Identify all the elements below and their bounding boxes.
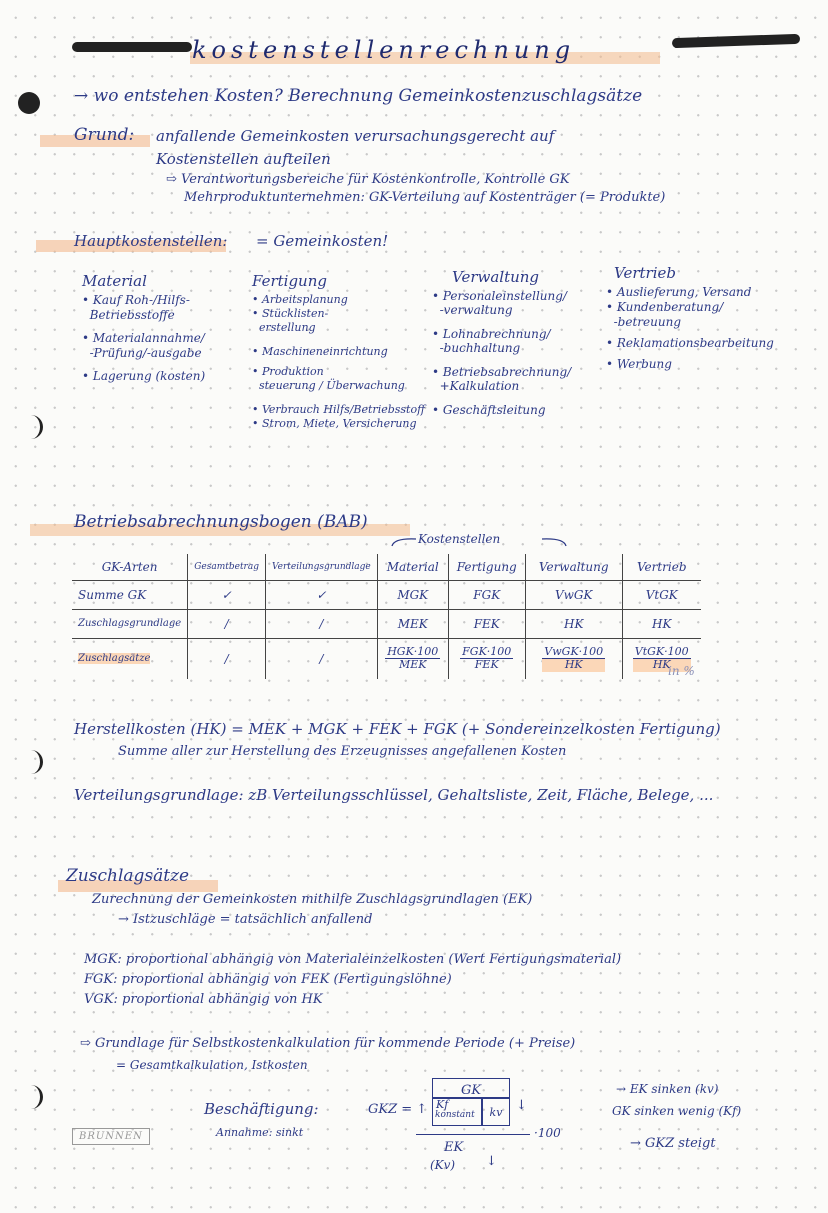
kf-box xyxy=(432,1098,482,1126)
column-item: • Maschineneinrichtung xyxy=(252,345,388,358)
frac-num: FGK·100 xyxy=(462,644,512,658)
zuschlag-vgk: VGK: proportional abhängig von HK xyxy=(84,992,323,1007)
besch-gkz: GKZ = ↑ xyxy=(368,1102,428,1117)
verteilungsgrundlage: Verteilungsgrundlage: zB Verteilungsschlüssel, Gehaltsliste, Zeit, Fläche, Belege, ... xyxy=(74,786,714,804)
column-item: • Auslieferung, Versand xyxy=(606,285,752,299)
besch-result-2: GK sinken wenig (Kf) xyxy=(612,1104,742,1118)
bab-group-brace xyxy=(390,530,570,550)
bab-header: Vertrieb xyxy=(622,554,701,581)
bab-cell xyxy=(448,639,525,679)
column-item: • Produktion xyxy=(252,365,324,378)
herstell-line-1: Herstellkosten (HK) = MEK + MGK + FEK + FGK (+ Sondereinzelkosten Fertigung) xyxy=(74,720,721,738)
bab-table xyxy=(72,554,701,679)
bab-header: Verteilungsgrundlage xyxy=(266,554,378,581)
bab-row-saetze xyxy=(72,639,701,679)
column-title: Material xyxy=(82,272,147,290)
column-item: -verwaltung xyxy=(432,303,513,317)
ek-down-arrow: ↓ xyxy=(486,1154,497,1169)
column-item: • Stücklisten- xyxy=(252,307,329,320)
column-title: Fertigung xyxy=(252,272,327,290)
zuschlag-line-2: → Istzuschläge = tatsächlich anfallend xyxy=(118,912,373,927)
zuschlag-grundlage-2: = Gesamtkalkulation, Istkosten xyxy=(116,1058,308,1072)
column-fertigung xyxy=(252,272,425,431)
bab-cell: MGK xyxy=(377,581,448,610)
bab-header: Verwaltung xyxy=(525,554,622,581)
frac-den: MEK xyxy=(398,658,427,672)
times-100: ·100 xyxy=(534,1126,561,1140)
column-item: • Reklamationsbearbeitung xyxy=(606,336,774,350)
bab-cell xyxy=(377,639,448,679)
column-vertrieb xyxy=(606,264,774,372)
frac-num: VtGK·100 xyxy=(634,644,689,658)
bab-header: Material xyxy=(377,554,448,581)
frac-num: HGK·100 xyxy=(387,644,439,658)
frac-den: HK xyxy=(633,659,691,672)
bab-row-label-text: Zuschlagsätze xyxy=(78,653,151,665)
punch-hole xyxy=(18,92,40,114)
title-marker-right xyxy=(672,34,800,48)
punch-hole xyxy=(22,415,43,439)
page-title: kostenstellenrechnung xyxy=(192,36,576,64)
bab-cell: HK xyxy=(525,610,622,639)
grund-line-2: Kostenstellen aufteilen xyxy=(156,150,331,168)
bab-cell xyxy=(525,639,622,679)
bab-header: Gesamtbetrag xyxy=(188,554,266,581)
gk-box xyxy=(432,1078,510,1098)
column-item: • Arbeitsplanung xyxy=(252,293,348,306)
column-material xyxy=(82,272,205,384)
kv-paren: (Kv) xyxy=(430,1158,456,1172)
bab-cell: FGK xyxy=(448,581,525,610)
column-item: • Kundenberatung/ xyxy=(606,300,724,314)
intro-line: → wo entstehen Kosten? Berechnung Gemeinkostenzuschlagsätze xyxy=(74,86,643,106)
column-item: • Personaleinstellung/ xyxy=(432,289,567,303)
besch-result-1: → EK sinken (kv) xyxy=(616,1082,719,1096)
column-item: • Lohnabrechnung/ xyxy=(432,327,551,341)
column-item: -buchhaltung xyxy=(432,341,521,355)
bab-cell: VtGK xyxy=(622,581,701,610)
bab-cell: / xyxy=(266,639,378,679)
bab-cell: FEK xyxy=(448,610,525,639)
besch-label: Beschäftigung: xyxy=(204,1100,319,1118)
besch-annahme: Annahme: sinkt xyxy=(216,1126,304,1139)
bab-header: Fertigung xyxy=(448,554,525,581)
bab-cell: MEK xyxy=(377,610,448,639)
bab-cell: / xyxy=(266,610,378,639)
frac-num: VwGK·100 xyxy=(544,644,604,658)
frac-den: FEK xyxy=(474,658,499,672)
bab-cell: / xyxy=(188,639,266,679)
kv-down-arrow: ↓ xyxy=(516,1098,527,1113)
zuschlag-mgk: MGK: proportional abhängig von Materialeinzelkosten (Wert Fertigungsmaterial) xyxy=(84,952,622,967)
title-marker-left xyxy=(72,42,192,52)
column-item: • Kauf Roh-/Hilfs- xyxy=(82,293,190,307)
kv-box xyxy=(482,1098,510,1126)
bab-row-label: Summe GK xyxy=(78,588,147,602)
column-item: Betriebsstoffe xyxy=(82,308,175,322)
column-item: • Strom, Miete, Versicherung xyxy=(252,417,417,430)
column-item: -betreuung xyxy=(606,315,681,329)
bab-cell: ✓ xyxy=(188,581,266,610)
zuschlag-line-1: Zurechnung der Gemeinkosten mithilfe Zuschlagsgrundlagen (EK) xyxy=(92,892,533,907)
bab-row-grundlage xyxy=(72,610,701,639)
brunnen-stamp: BRUNNEN xyxy=(72,1128,150,1145)
column-item: • Betriebsabrechnung/ xyxy=(432,365,572,379)
column-item: steuerung / Überwachung xyxy=(252,379,405,392)
konstant-label: konstant xyxy=(435,1110,475,1120)
bab-row-label: Zuschlagsgrundlage xyxy=(78,618,182,629)
bab-cell: ✓ xyxy=(266,581,378,610)
column-item: • Materialannahme/ xyxy=(82,331,205,345)
column-title: Verwaltung xyxy=(452,268,540,286)
bab-cell: HK xyxy=(622,610,701,639)
hauptkostenstellen-label: Hauptkostenstellen: xyxy=(74,232,228,250)
ek-label: EK xyxy=(444,1140,464,1155)
column-item: erstellung xyxy=(252,321,316,334)
besch-result-3: → GKZ steigt xyxy=(630,1136,716,1151)
column-item: • Lagerung (kosten) xyxy=(82,369,206,383)
bab-title: Betriebsabrechnungsbogen (BAB) xyxy=(74,512,368,532)
zuschlag-grundlage-1: ⇨ Grundlage für Selbstkostenkalkulation für kommende Periode (+ Preise) xyxy=(80,1036,576,1051)
grund-label: Grund: xyxy=(74,125,135,145)
column-verwaltung xyxy=(432,268,571,417)
bab-cell: VwGK xyxy=(525,581,622,610)
hauptkostenstellen-equals: = Gemeinkosten! xyxy=(256,232,389,250)
frac-den: HK xyxy=(542,659,605,672)
column-item: +Kalkulation xyxy=(432,379,520,393)
bab-header-row xyxy=(72,554,701,581)
fraction-bar xyxy=(416,1134,530,1135)
bab-cell: / xyxy=(188,610,266,639)
kf-label: Kf xyxy=(436,1098,449,1111)
column-item: • Geschäftsleitung xyxy=(432,403,546,417)
punch-hole xyxy=(22,1085,43,1109)
column-item: • Werbung xyxy=(606,357,672,371)
zuschlag-fgk: FGK: proportional abhängig von FEK (Fertigungslöhne) xyxy=(84,972,452,987)
column-item: -Prüfung/-ausgabe xyxy=(82,346,202,360)
gk-label: GK xyxy=(460,1083,482,1098)
bab-group-label: Kostenstellen xyxy=(418,532,501,546)
punch-hole xyxy=(22,750,43,774)
bab-row-label xyxy=(72,639,188,679)
herstell-line-2: Summe aller zur Herstellung des Erzeugnisses angefallenen Kosten xyxy=(118,744,567,759)
bab-header: GK-Arten xyxy=(101,560,158,574)
column-title: Vertrieb xyxy=(614,264,676,282)
column-item: • Verbrauch Hilfs/Betriebsstoff xyxy=(252,403,425,416)
zuschlag-title: Zuschlagsätze xyxy=(66,866,190,886)
grund-line-4: Mehrproduktunternehmen: GK-Verteilung auf Kostenträger (= Produkte) xyxy=(184,190,666,205)
bab-unit: in % xyxy=(668,664,695,678)
grund-line-3: ⇨ Verantwortungsbereiche für Kostenkontrolle, Kontrolle GK xyxy=(166,172,570,187)
bab-row-summe xyxy=(72,581,701,610)
kv-label: kv xyxy=(489,1106,503,1119)
grund-line-1: anfallende Gemeinkosten verursachungsgerecht auf xyxy=(156,127,555,145)
